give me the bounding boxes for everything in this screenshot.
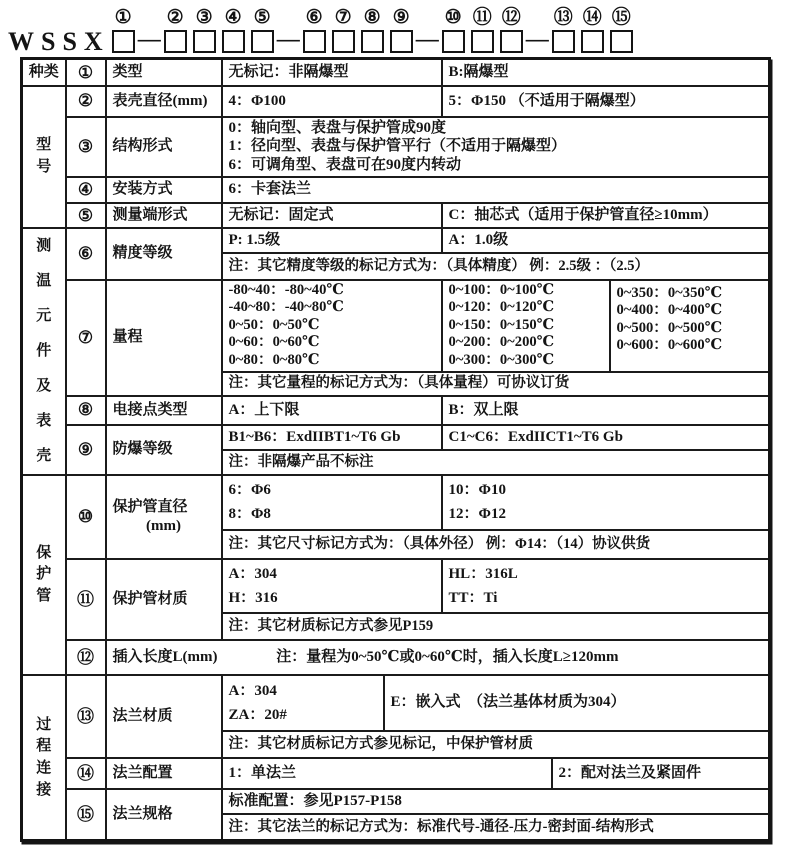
option-b: 10：Φ10 12：Φ12 <box>442 475 770 530</box>
option-b: A：1.0级 <box>442 228 770 253</box>
row-number: ⑪ <box>66 559 106 640</box>
row-contact <box>22 396 770 425</box>
model-unit <box>500 5 523 56</box>
model-unit <box>222 5 245 56</box>
circled-number: ⑥ <box>305 7 323 28</box>
row-number: ③ <box>66 117 106 177</box>
row-number: ⑭ <box>66 758 106 789</box>
model-box <box>222 30 245 53</box>
model-unit <box>164 5 187 56</box>
range-col-3: 0~350：0~350℃ 0~400：0~400℃ 0~500：0~500℃ 0~600：0~600℃ <box>610 280 770 372</box>
spacer <box>139 1 159 26</box>
row-flange-mat <box>22 675 770 731</box>
spacer <box>50 3 70 28</box>
row-label: 电接点类型 <box>106 396 222 425</box>
row-type <box>22 59 770 86</box>
dash: — <box>415 26 439 51</box>
model-unit <box>361 5 384 56</box>
circled-number: ⑮ <box>611 7 631 28</box>
model-box-group-5 <box>552 5 633 56</box>
group-model-label: 型 号 <box>36 137 52 176</box>
option-a: 无标记：非隔爆型 <box>222 59 442 86</box>
option-a: A：304 H：316 <box>222 559 442 613</box>
model-unit <box>112 5 135 56</box>
option-b: C：抽芯式（适用于保护管直径≥10mm） <box>442 203 770 228</box>
model-box <box>303 30 326 53</box>
model-box <box>251 30 274 53</box>
range-col-2: 0~100：0~100℃ 0~120：0~120℃ 0~150：0~150℃ 0~200：0~200℃ 0~300：0~300℃ <box>442 280 610 372</box>
model-box <box>193 30 216 53</box>
note: 注：其它尺寸标记方式为：（具体外径） 例：Φ14：（14）协议供货 <box>222 530 770 559</box>
row-label: 保护管直径 (mm) <box>106 475 222 559</box>
option-a: A：304 ZA：20# <box>222 675 384 731</box>
model-separator <box>135 1 164 56</box>
model-box-group-1 <box>112 5 135 56</box>
note: 注：其它法兰的标记方式为：标准代号-通径-压力-密封面-结构形式 <box>222 814 770 841</box>
circled-number: ② <box>166 7 184 28</box>
note: 注：其它精度等级的标记方式为：（具体精度） 例：2.5级 ：（2.5） <box>222 253 770 280</box>
model-unit <box>332 5 355 56</box>
row-label: 法兰材质 <box>106 675 222 758</box>
circled-number: ⑦ <box>334 7 352 28</box>
model-unit <box>610 5 633 56</box>
row-label: 防爆等级 <box>106 425 222 475</box>
model-unit <box>303 5 326 56</box>
option-b: B：双上限 <box>442 396 770 425</box>
model-box <box>164 30 187 53</box>
circled-number: ④ <box>224 7 242 28</box>
model-box <box>471 30 494 53</box>
dash: — <box>525 26 549 51</box>
spacer <box>278 1 298 26</box>
option: 6：可调角型、表盘可在90度内转动 <box>228 157 462 173</box>
option-a: 标准配置：参见P157-P158 <box>222 789 770 814</box>
model-box-group-2 <box>164 5 274 56</box>
circled-number: ⑬ <box>553 7 573 28</box>
row-label: 类型 <box>106 59 222 86</box>
row-dial <box>22 86 770 117</box>
option-a: P: 1.5级 <box>222 228 442 253</box>
note: 注：其它材质标记方式参见标记，中保护管材质 <box>222 731 770 758</box>
model-box <box>610 30 633 53</box>
row-number: ⑫ <box>66 640 106 675</box>
model-unit <box>581 5 604 56</box>
option-b: B:隔爆型 <box>442 59 770 86</box>
option-b: C1~C6：ExdIICT1~T6 Gb <box>442 425 770 450</box>
model-separator <box>523 1 552 56</box>
option-a: A：上下限 <box>222 396 442 425</box>
circled-number: ③ <box>195 7 213 28</box>
row-number: ⑧ <box>66 396 106 425</box>
row-label: 插入长度L(mm) <box>112 648 218 665</box>
model-box <box>112 30 135 53</box>
model-box <box>552 30 575 53</box>
note: 注：其它材质标记方式参见P159 <box>222 613 770 640</box>
row-tube-dia <box>22 475 770 530</box>
option-list <box>222 117 770 177</box>
row-label: 表壳直径(mm) <box>106 86 222 117</box>
model-box <box>581 30 604 53</box>
row-accuracy <box>22 228 770 253</box>
row-flange-spec <box>22 789 770 814</box>
circled-number: ⑫ <box>501 7 521 28</box>
dash: — <box>137 26 161 51</box>
model-box <box>361 30 384 53</box>
model-prefix: WSSX <box>8 27 110 56</box>
row-label: 安装方式 <box>106 177 222 203</box>
note: 注：非隔爆产品不标注 <box>222 450 770 475</box>
group-kind: 种类 <box>22 59 66 86</box>
spacer <box>417 1 437 26</box>
row-number: ⑤ <box>66 203 106 228</box>
option-a: 6：卡套法兰 <box>222 177 770 203</box>
option-a: 6：Φ6 8：Φ8 <box>222 475 442 530</box>
group-process-label: 过 程 连 接 <box>36 716 52 798</box>
row-label: 精度等级 <box>106 228 222 280</box>
row-exproof <box>22 425 770 450</box>
row-tube-mat <box>22 559 770 613</box>
group-sensor <box>22 228 66 475</box>
row-number: ⑥ <box>66 228 106 280</box>
row-label: 量程 <box>106 280 222 396</box>
circled-number: ⑪ <box>472 7 492 28</box>
model-box <box>332 30 355 53</box>
option: 0：轴向型、表盘与保护管成90度 <box>228 119 447 136</box>
option-b: HL：316L TT：Ti <box>442 559 770 613</box>
model-prefix-unit <box>8 3 112 56</box>
circled-number: ⑩ <box>444 7 462 28</box>
range-col-1: -80~40：-80~40℃ -40~80：-40~80℃ 0~50：0~50℃ 0~60：0~60℃ 0~80：0~80℃ <box>222 280 442 372</box>
model-number-line <box>0 0 790 56</box>
circled-number: ⑭ <box>582 7 602 28</box>
circled-number: ⑨ <box>392 7 410 28</box>
model-unit <box>390 5 413 56</box>
row-label: 法兰配置 <box>106 758 222 789</box>
model-separator <box>274 1 303 56</box>
model-selection-table <box>20 57 771 842</box>
model-box <box>500 30 523 53</box>
insert-length-cell <box>106 640 770 675</box>
model-unit <box>193 5 216 56</box>
model-box <box>390 30 413 53</box>
row-label: 保护管材质 <box>106 559 222 640</box>
model-unit <box>552 5 575 56</box>
row-label: 结构形式 <box>106 117 222 177</box>
option-b: 2：配对法兰及紧固件 <box>552 758 770 789</box>
row-number: ② <box>66 86 106 117</box>
spacer <box>527 1 547 26</box>
option-a: 1：单法兰 <box>222 758 552 789</box>
group-tube-label: 保 护 管 <box>36 544 52 605</box>
circled-number: ⑧ <box>363 7 381 28</box>
row-range <box>22 280 770 372</box>
row-label: 法兰规格 <box>106 789 222 841</box>
row-insert <box>22 640 770 675</box>
group-process <box>22 675 66 841</box>
row-label: 测量端形式 <box>106 203 222 228</box>
row-number: ⑨ <box>66 425 106 475</box>
circled-number: ⑤ <box>253 7 271 28</box>
row-number: ⑩ <box>66 475 106 559</box>
row-number: ⑮ <box>66 789 106 841</box>
row-number: ④ <box>66 177 106 203</box>
row-number: ⑦ <box>66 280 106 396</box>
row-number: ① <box>66 59 106 86</box>
model-box-group-4 <box>442 5 523 56</box>
dash: — <box>276 26 300 51</box>
option-b: 5：Φ150 （不适用于隔爆型） <box>442 86 770 117</box>
model-box <box>442 30 465 53</box>
model-unit <box>442 5 465 56</box>
model-box-group-3 <box>303 5 413 56</box>
model-unit <box>251 5 274 56</box>
option-a: 4：Φ100 <box>222 86 442 117</box>
option-b: E：嵌入式 （法兰基体材质为304） <box>384 675 770 731</box>
row-flange-cfg <box>22 758 770 789</box>
model-unit <box>471 5 494 56</box>
group-tube <box>22 475 66 675</box>
row-mount <box>22 177 770 203</box>
note: 注：其它量程的标记方式为：（具体量程）可协议订货 <box>222 372 770 396</box>
model-separator <box>413 1 442 56</box>
note: 注：量程为0~50℃或0~60℃时，插入长度L≥120mm <box>276 648 619 665</box>
option: 1：径向型、表盘与保护管平行（不适用于隔爆型） <box>228 138 567 155</box>
option-a: B1~B6：ExdIIBT1~T6 Gb <box>222 425 442 450</box>
group-sensor-label: 测 温 元 件 及 表 壳 <box>36 237 52 464</box>
group-model <box>22 86 66 228</box>
row-number: ⑬ <box>66 675 106 758</box>
row-structure <box>22 117 770 177</box>
circled-number: ① <box>114 7 132 28</box>
option-a: 无标记：固定式 <box>222 203 442 228</box>
row-probe <box>22 203 770 228</box>
